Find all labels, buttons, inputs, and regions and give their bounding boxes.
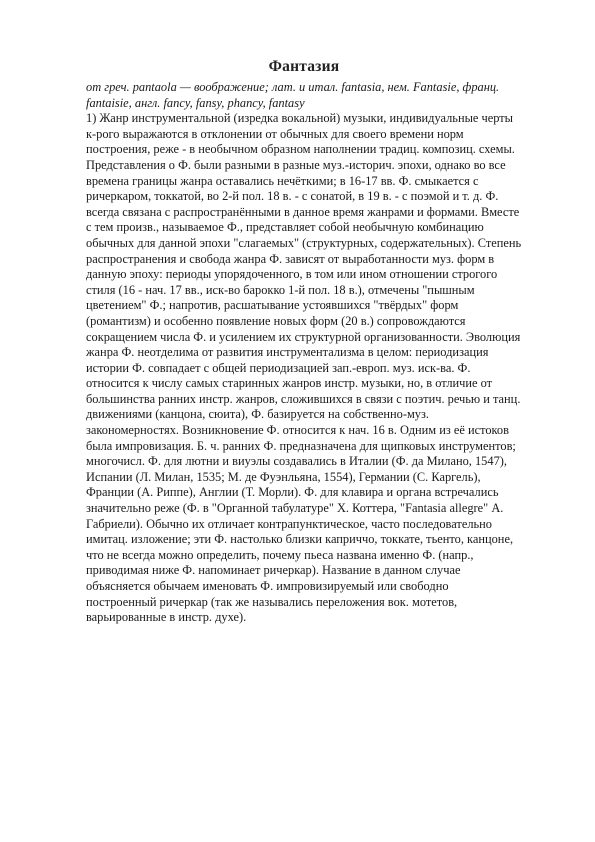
document-page [86, 58, 522, 626]
document-title: Фантазия [268, 58, 340, 75]
body-paragraph: 1) Жанр инструментальной (изредка вокальной) музыки, индивидуальные черты к-рого выражаются в отклонении от обычных для своего времени норм построения, реже - в необычном образном наполнении традиц. композиц. схемы. Представления о Ф. были разными в разные муз.-историч. эпохи, однако во все времена границы жанра оставались нечёткими; в 16-17 вв. Ф. смыкается с ричеркаром, токкатой, во 2-й пол. 18 в. - с сонатой, в 19 в. - с поэмой и т. д. Ф. всегда связана с распространёнными в данное время жанрами и формами. Вместе с тем произв., называемое Ф., представляет собой необычную комбинацию обычных для данной эпохи "слагаемых" (структурных, содержательных). Степень распространения и свобода жанра Ф. зависят от выработанности муз. форм в данную эпоху: периоды упорядоченного, в том или ином отношении строгого стиля (16 - нач. 17 вв., иск-во барокко 1-й пол. 18 в.), отмечены "пышным цветением" Ф.; напротив, расшатывание устоявшихся "твёрдых" форм (романтизм) и особенно появление новых форм (20 в.) сопровождаются сокращением числа Ф. и усилением их структурной организованности. Эволюция жанра Ф. неотделима от развития инструментализма в целом: периодизация истории Ф. совпадает с общей периодизацией зап.-европ. муз. иск-ва. Ф. относится к числу самых старинных жанров инстр. музыки, но, в отличие от большинства ранних инстр. жанров, сложившихся в связи с поэтич. речью и танц. движениями (канцона, сюита), Ф. базируется на собственно-муз. закономерностях. Возникновение Ф. относится к нач. 16 в. Одним из её истоков была импровизация. Б. ч. ранних Ф. предназначена для щипковых инструментов; многочисл. Ф. для лютни и виуэлы создавались в Италии (Ф. да Милано, 1547), Испании (Л. Милан, 1535; М. де Фуэнльяна, 1554), Германии (С. Каргель), Франции (А. Риппе), Англии (Т. Морли). Ф. для клавира и органа встречались значительно реже (Ф. в "Органной табулатуре" Х. Коттера, "Fantasia allegre" А. Габриели). Обычно их отличает контрапунктическое, часто последовательно имитац. изложение; эти Ф. настолько близки каприччо, токкате, тьенто, канцоне, что не всегда можно определить, почему пьеса названа именно Ф. (напр., приводимая ниже Ф. напоминает ричеркар). Название в данном случае объясняется обычаем именовать Ф. импровизируемый или свободно построенный ричеркар (так же назывались переложения вок. мотетов, варьированные в инстр. духе). [86, 111, 522, 625]
etymology-line: от греч. pantaola — воображение; лат. и итал. fantasia, нем. Fantasie, франц. fantaisie, англ. fancy, fansy, phancy, fantasy [86, 80, 500, 110]
